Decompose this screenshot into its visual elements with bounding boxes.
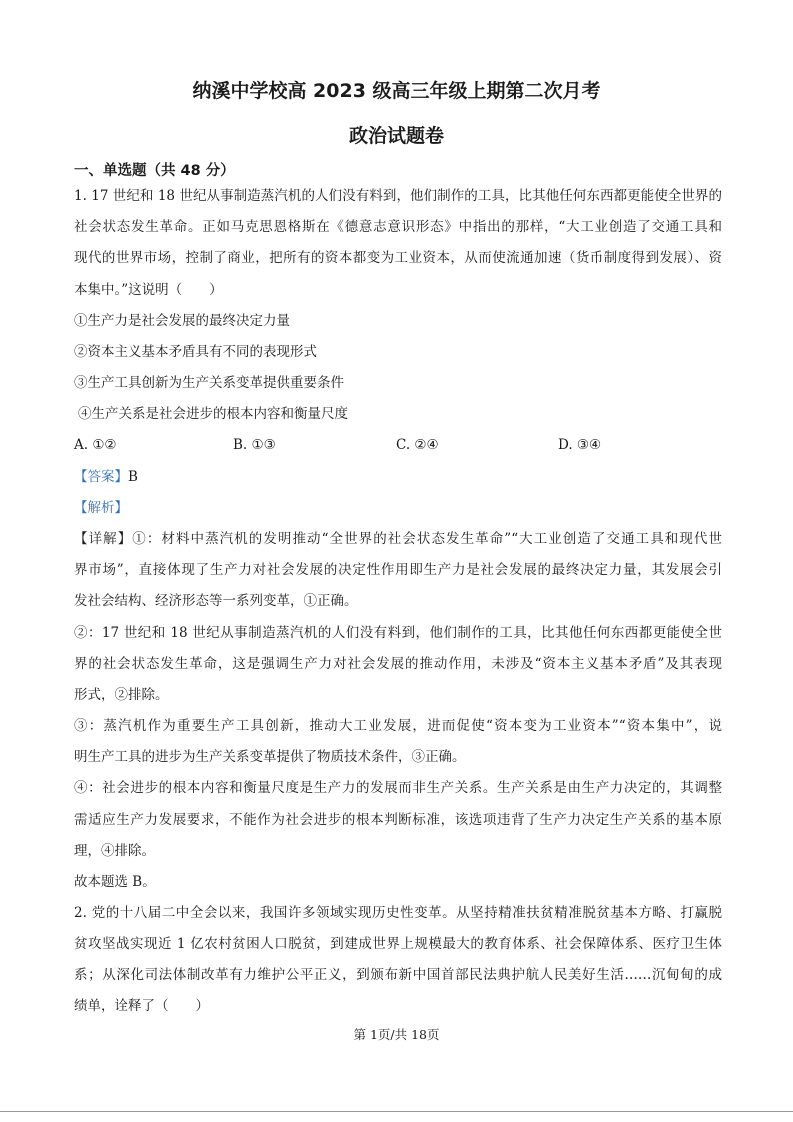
answer-value: B: [128, 469, 138, 485]
q1-item: ④生产关系是社会进步的根本内容和衡量尺度: [78, 406, 348, 422]
section-heading: 一、单选题（共 48 分）: [74, 163, 235, 179]
q1-detail-line: 明生产工具的进步为生产关系变革提供了物质技术条件，③正确。: [74, 749, 466, 765]
q1-item: ③生产工具创新为生产关系变革提供重要条件: [74, 375, 344, 391]
page-footer: 第 1页/共 18页: [353, 1027, 440, 1042]
q1-detail-line: 发社会结构、经济形态等一系列变革，①正确。: [74, 593, 358, 609]
q1-detail-line: 界的社会状态发生革命，这是强调生产力对社会发展的推动作用，未涉及“资本主义基本矛盾”及其表现: [74, 656, 722, 672]
detail-label: 【详解】: [74, 531, 133, 547]
q2-stem-line: 贫攻坚战实现近 1 亿农村贫困人口脱贫，到建成世界上规模最大的教育体系、社会保障体系、医疗卫生体: [74, 936, 722, 952]
q1-detail-line: ②：17 世纪和 18 世纪从事制造蒸汽机的人们没有料到，他们制作的工具，比其他任何东西都更能使全世: [74, 625, 722, 641]
q1-detail-line: 形式，②排除。: [74, 687, 169, 703]
q1-option-b: B. ①③: [233, 437, 276, 453]
q1-option-d: D. ③④: [558, 437, 602, 453]
q2-stem-line: 系；从深化司法体制改革有力维护公平正义，到颁布新中国首部民法典护航人民美好生活……沉甸甸的成: [74, 967, 722, 983]
page-title: 纳溪中学校高 2023 级高三年级上期第二次月考: [192, 80, 601, 102]
q1-stem-line: 现代的世界市场，控制了商业，把所有的资本都变为工业资本，从而使流通加速（货币制度得到发展）、资: [74, 250, 722, 266]
q1-detail-line: ③：蒸汽机作为重要生产工具创新，推动大工业发展，进而促使“资本变为工业资本”“资本集中”，说: [74, 718, 722, 734]
q1-detail-line: ④：社会进步的根本内容和衡量尺度是生产力的发展而非生产关系。生产关系是由生产力决定的，其调整: [74, 780, 722, 796]
q1-detail-line: 故本题选 B。: [74, 874, 156, 890]
q1-detail-line: 界市场”，直接体现了生产力对社会发展的决定性作用即生产力是社会发展的最终决定力量，其发展会引: [74, 562, 722, 578]
bottom-divider: [0, 1111, 793, 1112]
q1-answer: [74, 468, 138, 486]
q1-detail-line: 理，④排除。: [74, 843, 155, 859]
q1-detail-line: 需适应生产力发展要求，不能作为社会进步的根本判断标准，该选项违背了生产力决定生产关系的基本原: [74, 812, 722, 828]
q1-item: ②资本主义基本矛盾具有不同的表现形式: [74, 344, 317, 360]
q1-stem-line: 社会状态发生革命。正如马克思恩格斯在《德意志意识形态》中指出的那样，“大工业创造了交通工具和: [74, 219, 722, 235]
q1-option-a: A. ①②: [74, 437, 117, 453]
page-subtitle: 政治试题卷: [348, 125, 444, 147]
q2-stem-line: 绩单，诠释了（ ）: [74, 998, 209, 1014]
q1-analysis-label: 【解析】: [74, 500, 128, 516]
q1-detail-line: 【详解】①：材料中蒸汽机的发明推动“全世界的社会状态发生革命”“大工业创造了交通工具和现代世: [74, 531, 722, 547]
q1-stem-line: 本集中。”这说明（ ）: [74, 282, 223, 298]
q1-stem-line: 1. 17 世纪和 18 世纪从事制造蒸汽机的人们没有料到，他们制作的工具，比其他任何东西都更能使全世界的: [74, 188, 722, 204]
q2-stem-line: 2. 党的十八届二中全会以来，我国许多领域实现历史性变革。从坚持精准扶贫精准脱贫基本方略、打赢脱: [74, 905, 722, 921]
answer-label: 【答案】: [74, 469, 128, 485]
q1-option-c: C. ②④: [396, 437, 439, 453]
q1-item: ①生产力是社会发展的最终决定力量: [74, 313, 290, 329]
